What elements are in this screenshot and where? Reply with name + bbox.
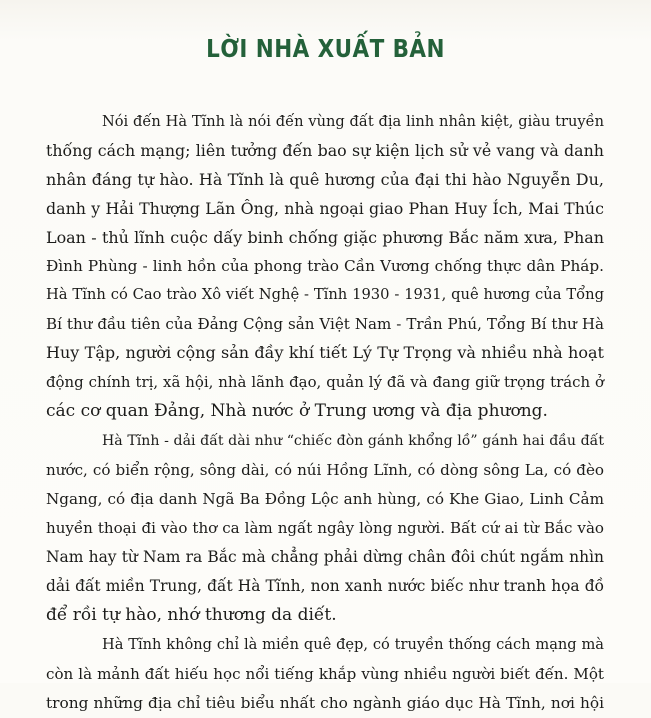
text-line: nhân đáng tự hào. Hà Tĩnh là quê hương của đại thi hào Nguyễn Du,	[46, 169, 604, 189]
text-line: Ngang, có địa danh Ngã Ba Đồng Lộc anh hùng, có Khe Giao, Linh Cảm	[46, 490, 604, 509]
text-line: Bí thư đầu tiên của Đảng Cộng sản Việt Nam - Trần Phú, Tổng Bí thư Hà	[46, 315, 604, 334]
text-line: Huy Tập, người cộng sản đầy khí tiết Lý Tự Trọng và nhiều nhà hoạt	[46, 343, 604, 363]
text-line: nước, có biển rộng, sông dài, có núi Hồng Lĩnh, có dòng sông La, có đèo	[46, 461, 604, 480]
text-line: Loan - thủ lĩnh cuộc dấy binh chống giặc phương Bắc năm xưa, Phan	[46, 227, 604, 247]
text-line: thống cách mạng; liên tưởng đến bao sự kiện lịch sử vẻ vang và danh	[46, 140, 604, 160]
body-text	[46, 108, 604, 718]
text-line: để rồi tự hào, nhớ thương da diết.	[46, 604, 337, 625]
text-line: Hà Tĩnh có Cao trào Xô viết Nghệ - Tĩnh 1930 - 1931, quê hương của Tổng	[46, 286, 604, 304]
text-line: động chính trị, xã hội, nhà lãnh đạo, quản lý đã và đang giữ trọng trách ở	[46, 373, 604, 392]
text-line: huyền thoại đi vào thơ ca làm ngất ngây lòng người. Bất cứ ai từ Bắc vào	[46, 518, 604, 537]
text-line: Đình Phùng - linh hồn của phong trào Cần Vương chống thực dân Pháp.	[46, 257, 604, 276]
text-line: các cơ quan Đảng, Nhà nước ở Trung ương và địa phương.	[46, 400, 548, 421]
text-line: trong những địa chỉ tiêu biểu nhất cho ngành giáo dục Hà Tĩnh, nơi hội	[46, 693, 604, 712]
text-line: Hà Tĩnh - dải đất dài như “chiếc đòn gánh khổng lồ” gánh hai đầu đất	[102, 433, 604, 450]
paragraph-1	[46, 108, 604, 426]
page-title: LỜI NHÀ XUẤT BẢN	[206, 34, 445, 63]
text-line: còn là mảnh đất hiếu học nổi tiếng khắp vùng nhiều người biết đến. Một	[46, 664, 604, 683]
text-line: danh y Hải Thượng Lãn Ông, nhà ngoại giao Phan Huy Ích, Mai Thúc	[46, 198, 604, 218]
text-line: dải đất miền Trung, đất Hà Tĩnh, non xanh nước biếc như tranh họa đồ	[46, 576, 604, 595]
text-line: Nói đến Hà Tĩnh là nói đến vùng đất địa linh nhân kiệt, giàu truyền	[102, 113, 604, 130]
text-line: Hà Tĩnh không chỉ là miền quê đẹp, có truyền thống cách mạng mà	[102, 636, 604, 654]
text-line: Nam hay từ Nam ra Bắc mà chẳng phải dừng chân đôi chút ngắm nhìn	[46, 547, 604, 566]
paragraph-2	[46, 427, 604, 629]
paragraph-3	[46, 631, 604, 718]
